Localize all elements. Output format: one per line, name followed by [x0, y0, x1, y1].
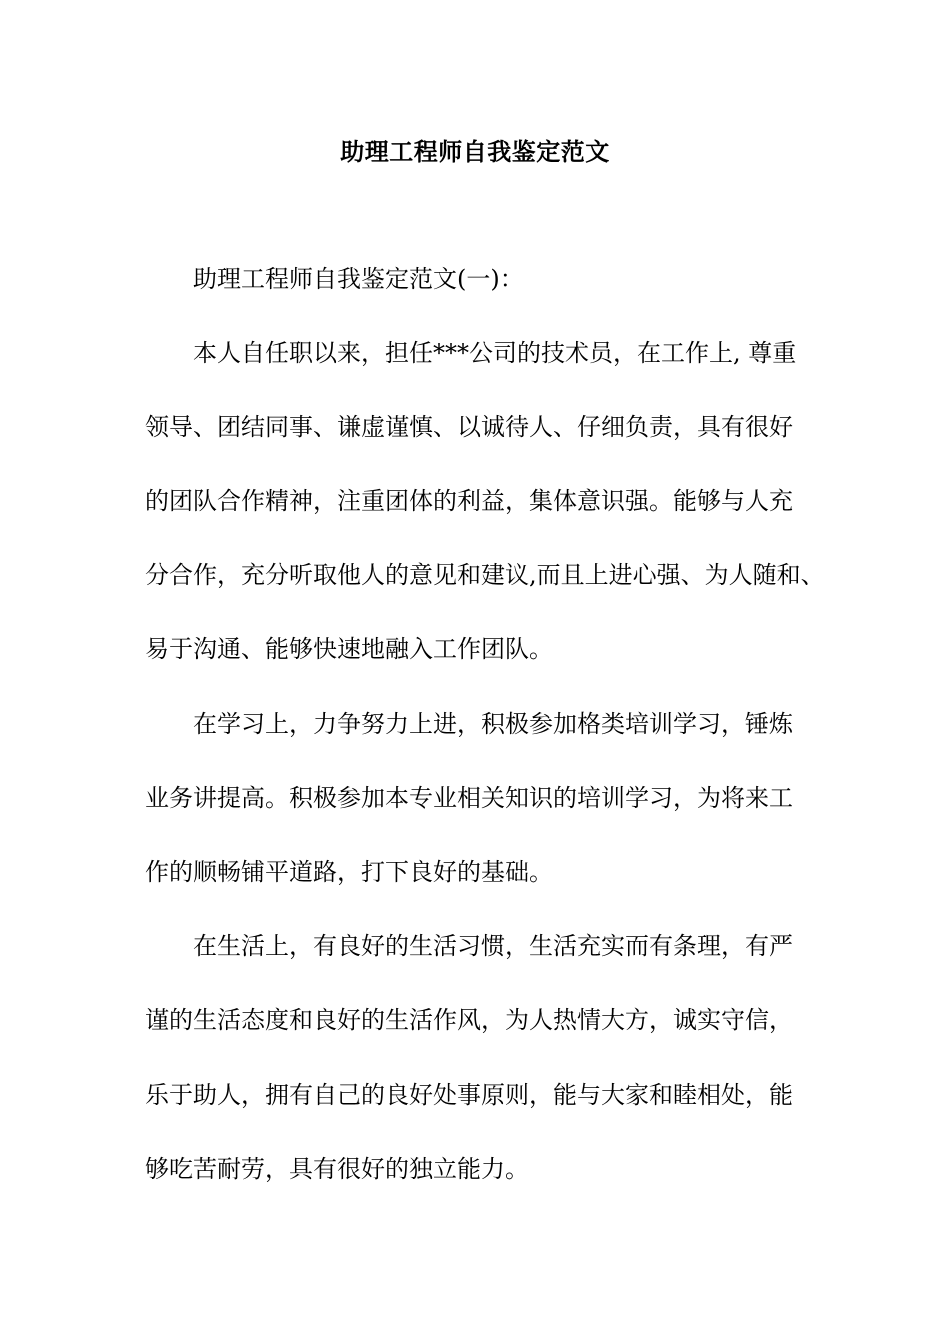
paragraph-3-line-2: 谨的生活态度和良好的生活作风，为人热情大方，诚实守信，	[145, 1006, 793, 1034]
paragraph-1-line-3: 的团队合作精神，注重团体的利益，集体意识强。能够与人充	[145, 487, 793, 515]
paragraph-3-line-1: 在生活上，有良好的生活习惯，生活充实而有条理，有严	[193, 932, 793, 960]
paragraph-2-line-2: 业务讲提高。积极参加本专业相关知识的培训学习，为将来工	[145, 784, 793, 812]
paragraph-1-line-2: 领导、团结同事、谦虚谨慎、以诚待人、仔细负责，具有很好	[145, 413, 793, 441]
section-heading: 助理工程师自我鉴定范文(一)：	[193, 265, 524, 293]
paragraph-3-line-4: 够吃苦耐劳，具有很好的独立能力。	[145, 1155, 529, 1183]
paragraph-2-line-3: 作的顺畅铺平道路，打下良好的基础。	[145, 858, 553, 886]
paragraph-1-line-5: 易于沟通、能够快速地融入工作团队。	[145, 635, 553, 663]
paragraph-1-line-4: 分合作，充分听取他人的意见和建议,而且上进心强、为人随和、	[145, 561, 825, 589]
paragraph-3-line-3: 乐于助人，拥有自己的良好处事原则，能与大家和睦相处，能	[145, 1081, 793, 1109]
paragraph-1-line-1: 本人自任职以来，担任***公司的技术员，在工作上, 尊重	[193, 339, 797, 367]
document-title: 助理工程师自我鉴定范文	[340, 137, 610, 166]
paragraph-2-line-1: 在学习上，力争努力上进，积极参加格类培训学习，锤炼	[193, 710, 793, 738]
